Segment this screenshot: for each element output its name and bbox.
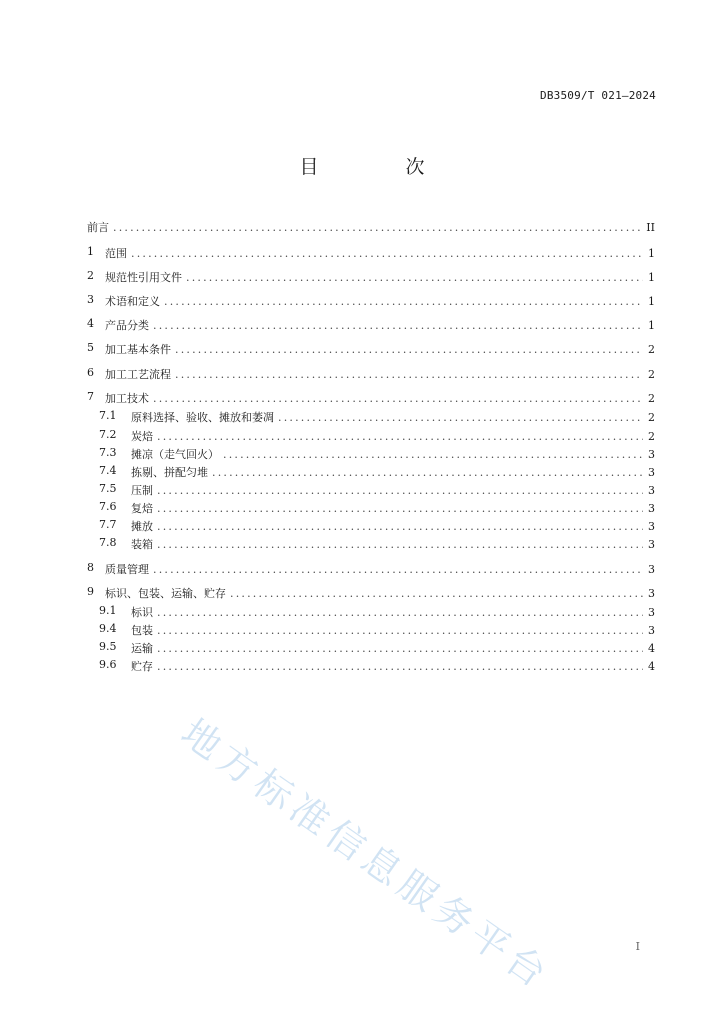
toc-entry-title <box>87 219 109 235</box>
toc-entry-label: 标识、包装、运输、贮存 <box>105 587 226 600</box>
dot-leader <box>113 221 642 234</box>
toc-entry[interactable] <box>87 219 655 235</box>
dot-leader <box>157 642 643 655</box>
toc-entry-title <box>99 464 208 480</box>
toc-entry-label: 规范性引用文件 <box>105 271 182 284</box>
toc-entry-label: 摊凉（走气回火） <box>131 448 219 461</box>
document-code: DB3509/T 021—2024 <box>540 89 656 102</box>
toc-entry-number: 6 <box>87 366 94 379</box>
toc-entry-title <box>87 341 171 357</box>
toc-entry-page: 1 <box>648 246 655 260</box>
toc-entry-number: 9.5 <box>99 640 117 653</box>
toc-entry-label: 范围 <box>105 247 127 260</box>
toc-entry-number: 2 <box>87 269 94 282</box>
toc-entry-label: 复焙 <box>131 502 153 515</box>
toc-entry-label: 前言 <box>87 221 109 234</box>
toc-entry-title <box>99 536 153 552</box>
toc-entry-label: 拣剔、拼配匀堆 <box>131 466 208 479</box>
toc-entry-title <box>99 622 153 638</box>
dot-leader <box>157 624 643 637</box>
toc-entry-number: 9.1 <box>99 604 117 617</box>
toc-entry[interactable] <box>87 604 655 620</box>
toc-entry-title <box>87 585 226 601</box>
toc-entry-title <box>99 518 153 534</box>
toc-entry-number: 9.4 <box>99 622 117 635</box>
toc-entry[interactable] <box>87 293 655 309</box>
dot-leader <box>153 319 643 332</box>
toc-entry[interactable] <box>87 409 655 425</box>
toc-entry-page: 3 <box>648 605 655 619</box>
toc-entry[interactable] <box>87 536 655 552</box>
toc-entry-number: 7.7 <box>99 518 117 531</box>
toc-entry[interactable] <box>87 245 655 261</box>
toc-entry-title <box>87 366 171 382</box>
toc-entry-label: 产品分类 <box>105 319 149 332</box>
toc-entry-number: 5 <box>87 341 94 354</box>
page-number: I <box>635 940 640 953</box>
toc-entry-page: 1 <box>648 294 655 308</box>
toc-entry-page: 1 <box>648 270 655 284</box>
dot-leader <box>157 538 643 551</box>
toc-entry-number: 8 <box>87 561 94 574</box>
dot-leader <box>131 247 643 260</box>
toc-entry-number: 7.1 <box>99 409 117 422</box>
dot-leader <box>212 466 643 479</box>
toc-entry-label: 贮存 <box>131 660 153 673</box>
toc-entry-page: 3 <box>648 501 655 515</box>
toc-entry-title <box>87 245 127 261</box>
toc-entry[interactable] <box>87 500 655 516</box>
toc-entry-title <box>87 293 160 309</box>
toc-entry-page: 1 <box>648 318 655 332</box>
toc-entry-title <box>99 446 219 462</box>
toc-entry-page: II <box>646 220 655 234</box>
dot-leader <box>223 448 643 461</box>
toc-entry[interactable] <box>87 561 655 577</box>
toc-entry[interactable] <box>87 622 655 638</box>
dot-leader <box>278 411 643 424</box>
toc-entry[interactable] <box>87 428 655 444</box>
toc-entry-number: 7 <box>87 390 94 403</box>
dot-leader <box>153 392 643 405</box>
toc-entry-label: 摊放 <box>131 520 153 533</box>
toc-entry-number: 7.2 <box>99 428 117 441</box>
toc-entry-page: 2 <box>648 429 655 443</box>
toc-entry-page: 3 <box>648 447 655 461</box>
toc-entry-label: 压制 <box>131 484 153 497</box>
toc-entry-label: 加工工艺流程 <box>105 368 171 381</box>
toc-entry[interactable] <box>87 464 655 480</box>
toc-entry-label: 质量管理 <box>105 563 149 576</box>
toc-entry-label: 装箱 <box>131 538 153 551</box>
toc-entry-number: 7.3 <box>99 446 117 459</box>
toc-entry-page: 2 <box>648 367 655 381</box>
toc-entry-page: 4 <box>648 641 655 655</box>
toc-entry[interactable] <box>87 482 655 498</box>
watermark: 地方标准信息服务平台 <box>173 710 560 999</box>
toc-entry-number: 7.6 <box>99 500 117 513</box>
toc-entry[interactable] <box>87 640 655 656</box>
toc-entry-label: 标识 <box>131 606 153 619</box>
toc-entry-number: 4 <box>87 317 94 330</box>
toc-entry-label: 包装 <box>131 624 153 637</box>
toc-entry-number: 3 <box>87 293 94 306</box>
toc-entry-page: 2 <box>648 410 655 424</box>
dot-leader <box>164 295 643 308</box>
dot-leader <box>175 343 643 356</box>
toc-entry-page: 3 <box>648 465 655 479</box>
toc-entry-title <box>87 269 182 285</box>
toc-entry-page: 2 <box>648 342 655 356</box>
dot-leader <box>157 606 643 619</box>
toc-entry-page: 3 <box>648 519 655 533</box>
toc-entry[interactable] <box>87 317 655 333</box>
toc-entry[interactable] <box>87 341 655 357</box>
toc-entry-title <box>99 640 153 656</box>
toc-entry-title <box>99 604 153 620</box>
toc-entry[interactable] <box>87 390 655 406</box>
dot-leader <box>157 660 643 673</box>
toc-entry[interactable] <box>87 585 655 601</box>
toc-entry-label: 原料选择、验收、摊放和萎凋 <box>131 411 274 424</box>
toc-entry-title <box>99 500 153 516</box>
toc-entry-title <box>99 428 153 444</box>
toc-entry-title <box>99 482 153 498</box>
toc-entry-title <box>99 658 153 674</box>
dot-leader <box>157 520 643 533</box>
dot-leader <box>153 563 643 576</box>
toc-entry-number: 7.5 <box>99 482 117 495</box>
toc-entry-title <box>87 561 149 577</box>
dot-leader <box>230 587 643 600</box>
dot-leader <box>157 502 643 515</box>
toc-entry-label: 加工技术 <box>105 392 149 405</box>
toc-entry-page: 3 <box>648 586 655 600</box>
toc-entry-page: 3 <box>648 623 655 637</box>
toc-entry-number: 9.6 <box>99 658 117 671</box>
toc-entry-title <box>87 390 149 406</box>
toc-entry-number: 7.4 <box>99 464 117 477</box>
toc-entry-title <box>87 317 149 333</box>
toc-entry-label: 术语和定义 <box>105 295 160 308</box>
toc-entry-number: 1 <box>87 245 94 258</box>
toc-entry-number: 9 <box>87 585 94 598</box>
dot-leader <box>157 430 643 443</box>
toc-entry[interactable] <box>87 269 655 285</box>
toc-entry[interactable] <box>87 446 655 462</box>
toc-entry[interactable] <box>87 518 655 534</box>
toc-entry-label: 炭焙 <box>131 430 153 443</box>
toc-entry[interactable] <box>87 366 655 382</box>
toc-entry-page: 3 <box>648 537 655 551</box>
toc-entry-label: 运输 <box>131 642 153 655</box>
dot-leader <box>157 484 643 497</box>
toc-entry[interactable] <box>87 658 655 674</box>
dot-leader <box>175 368 643 381</box>
dot-leader <box>186 271 643 284</box>
toc-entry-number: 7.8 <box>99 536 117 549</box>
toc-entry-title <box>99 409 274 425</box>
toc-entry-page: 2 <box>648 391 655 405</box>
page-title: 目 次 <box>299 156 459 178</box>
toc-entry-page: 3 <box>648 562 655 576</box>
toc-entry-page: 3 <box>648 483 655 497</box>
toc-entry-label: 加工基本条件 <box>105 343 171 356</box>
toc-entry-page: 4 <box>648 659 655 673</box>
